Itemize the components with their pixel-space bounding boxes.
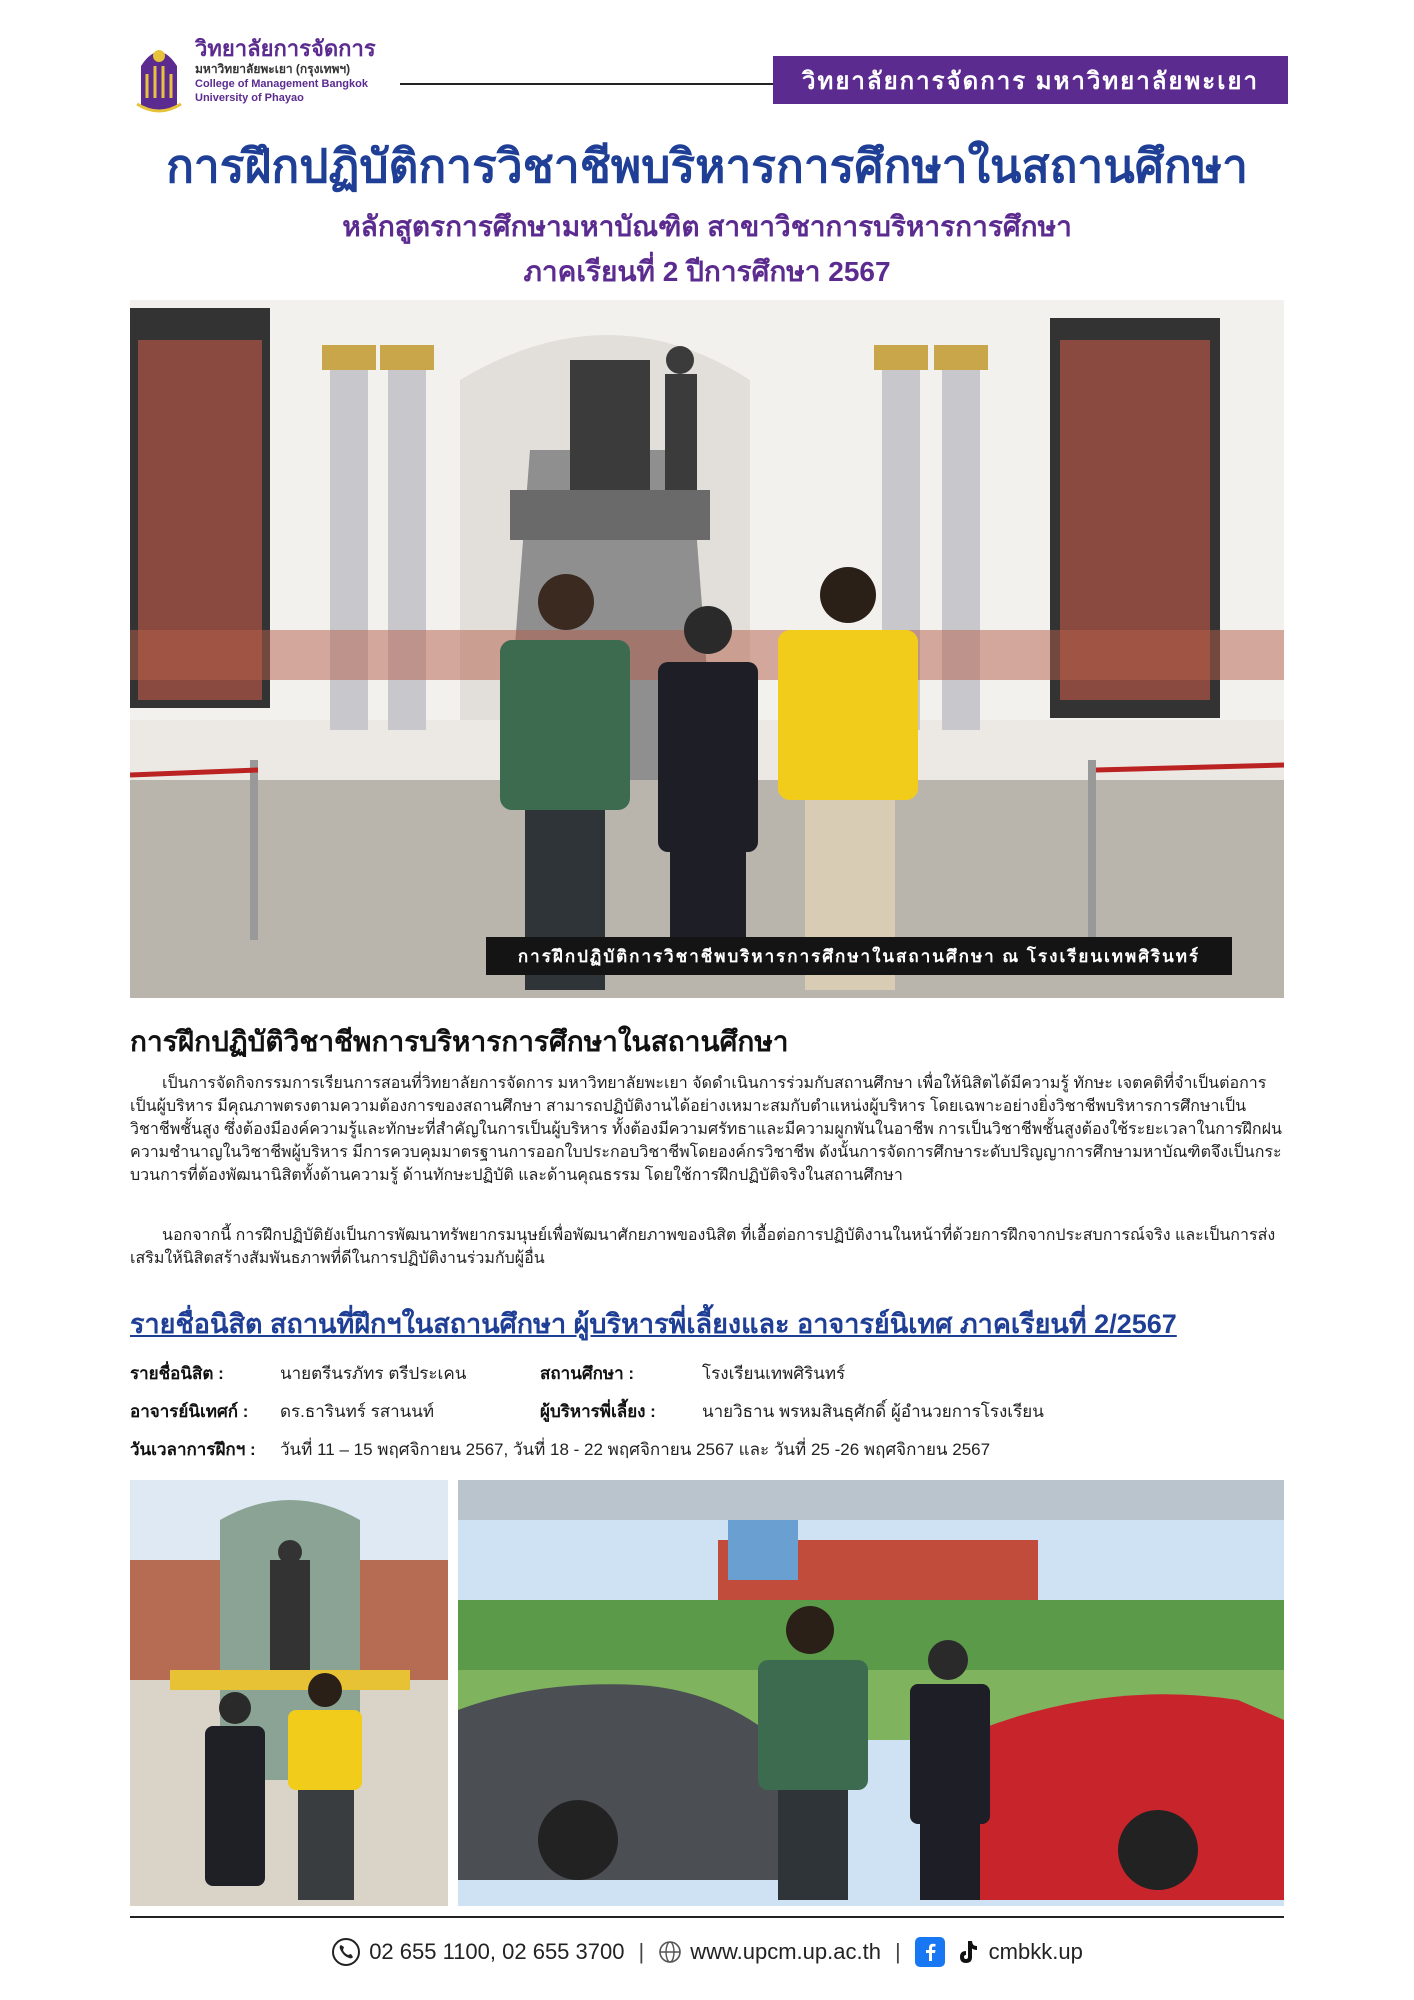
- footer-phone: 02 655 1100, 02 655 3700: [369, 1939, 625, 1964]
- advisor-label: อาจารย์นิเทศก์ :: [130, 1402, 249, 1421]
- mentor-label: ผู้บริหารพี่เลี้ยง :: [540, 1402, 656, 1421]
- roster-heading: รายชื่อนิสิต สถานที่ฝึกฯในสถานศึกษา ผู้บริหารพี่เลี้ยงและ อาจารย์นิเทศ ภาคเรียนที่ 2/2567: [130, 1309, 1177, 1339]
- dates-value: วันที่ 11 – 15 พฤศจิกายน 2567, วันที่ 18 - 22 พฤศจิกายน 2567 และ วันที่ 25 -26 พฤศจิกายน 2567: [280, 1440, 991, 1459]
- header-tag: วิทยาลัยการจัดการ มหาวิทยาลัยพะเยา: [773, 56, 1288, 104]
- footer-website[interactable]: www.upcm.up.ac.th: [690, 1939, 881, 1964]
- school-yard-photo: [458, 1480, 1284, 1906]
- student-value: นายตรีนรภัทร ตรีประเคน: [280, 1364, 467, 1383]
- mentor-value: นายวิธาน พรหมสินธุศักดิ์ ผู้อำนวยการโรงเรียน: [702, 1402, 1044, 1421]
- tiktok-icon[interactable]: [953, 1937, 981, 1967]
- dates-label: วันเวลาการฝึกฯ :: [130, 1440, 256, 1459]
- logo-english-line1: College of Management Bangkok: [195, 78, 368, 90]
- phone-icon: [331, 1937, 361, 1967]
- footer-divider: [130, 1916, 1284, 1918]
- footer-separator: |: [638, 1939, 645, 1964]
- school-label: สถานศึกษา :: [540, 1364, 635, 1383]
- college-emblem-icon: [133, 36, 185, 116]
- article-paragraph-1: เป็นการจัดกิจกรรมการเรียนการสอนที่วิทยาลัยการจัดการ มหาวิทยาลัยพะเยา จัดดำเนินการร่วมกับสถานศึกษา เพื่อให้นิสิตได้มีความรู้ ทักษะ เจตคติที่จำเป็นต่อการเป็นผู้บริหาร มีคุณภาพตรงตามความต้องการของสถานศึกษา สามารถปฏิบัติงานได้อย่างเหมาะสมกับตำแหน่งผู้บริหาร โดยเฉพาะอย่างยิ่งวิชาชีพบริหารการศึกษาเป็นวิชาชีพชั้นสูง ซึ่งต้องมีองค์ความรู้และทักษะที่สำคัญในการเป็นผู้บริหาร ทั้งต้องมีความศรัทธาและมีความผูกพันในอาชีพ การเป็นวิชาชีพชั้นสูงต้องใช้ระยะเวลาในการฝึกฝนความชำนาญในวิชาชีพผู้บริหาร มีการควบคุมมาตรฐานการออกใบประกอบวิชาชีพโดยองค์กรวิชาชีพ ดังนั้นการจัดการศึกษาระดับปริญญาการศึกษามหาบัณฑิตจึงเป็นกระบวนการที่ต้องพัฒนานิสิตทั้งด้านความรู้ ด้านทักษะปฏิบัติ และด้านคุณธรรม โดยใช้การฝึกปฏิบัติจริงในสถานศึกษา: [130, 1075, 1282, 1184]
- header-divider: [400, 83, 775, 85]
- facebook-icon[interactable]: [915, 1937, 945, 1967]
- student-label: รายชื่อนิสิต :: [130, 1364, 224, 1383]
- logo-title: วิทยาลัยการจัดการ: [195, 36, 376, 61]
- page-title: การฝึกปฏิบัติการวิชาชีพบริหารการศึกษาในสถานศึกษา: [166, 140, 1248, 192]
- photo-caption: การฝึกปฏิบัติการวิชาชีพบริหารการศึกษาในสถานศึกษา ณ โรงเรียนเทพศิรินทร์: [486, 937, 1232, 975]
- program-subtitle: หลักสูตรการศึกษามหาบัณฑิต สาขาวิชาการบริหารการศึกษา: [342, 211, 1072, 242]
- school-value: โรงเรียนเทพศิรินทร์: [702, 1364, 846, 1383]
- semester-subtitle: ภาคเรียนที่ 2 ปีการศึกษา 2567: [523, 256, 891, 287]
- globe-icon: [658, 1940, 682, 1964]
- article-heading: การฝึกปฏิบัติวิชาชีพการบริหารการศึกษาในสถานศึกษา: [130, 1026, 789, 1057]
- main-photo: [130, 300, 1284, 998]
- logo-subtitle: มหาวิทยาลัยพะเยา (กรุงเทพฯ): [195, 62, 351, 76]
- college-logo: [133, 36, 393, 116]
- footer: [0, 1932, 1414, 1972]
- footer-social[interactable]: cmbkk.up: [988, 1939, 1083, 1964]
- footer-separator: |: [894, 1939, 901, 1964]
- article-paragraph-2: นอกจากนี้ การฝึกปฏิบัติยังเป็นการพัฒนาทรัพยากรมนุษย์เพื่อพัฒนาศักยภาพของนิสิต ที่เอื้อต่อการปฏิบัติงานในหน้าที่ด้วยการฝึกจากประสบการณ์จริง และเป็นการส่งเสริมให้นิสิตสร้างสัมพันธภาพที่ดีในการปฏิบัติงานร่วมกับผู้อื่น: [130, 1227, 1276, 1267]
- advisor-value: ดร.ธารินทร์ รสานนท์: [280, 1402, 435, 1421]
- logo-english-line2: University of Phayao: [195, 92, 304, 104]
- monument-photo: [130, 1480, 448, 1906]
